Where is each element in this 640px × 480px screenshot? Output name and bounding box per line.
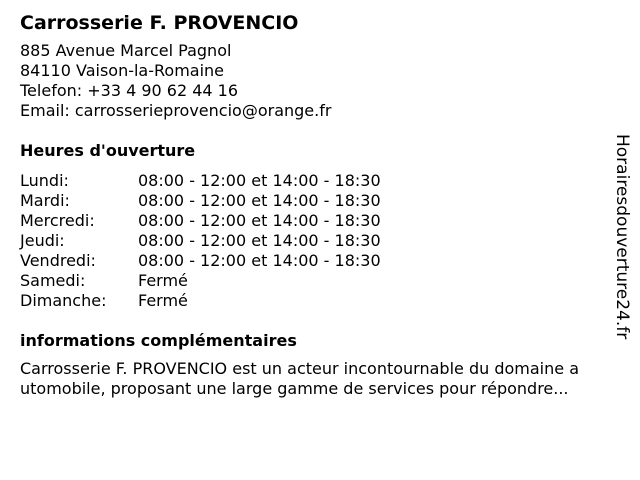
hours-day: Lundi: bbox=[20, 171, 69, 190]
hours-day: Dimanche: bbox=[20, 291, 107, 310]
info-title: informations complémentaires bbox=[20, 331, 297, 350]
business-card bbox=[20, 9, 632, 399]
site-watermark: Horairesdouverture24.fr bbox=[612, 134, 632, 340]
hours-value: 08:00 - 12:00 et 14:00 - 18:30 bbox=[138, 251, 381, 270]
phone-text: Telefon: +33 4 90 62 44 16 bbox=[20, 81, 239, 100]
info-line: Carrosserie F. PROVENCIO est un acteur incontournable du domaine a bbox=[20, 359, 579, 378]
address-city: 84110 Vaison-la-Romaine bbox=[20, 61, 225, 80]
hours-value: Fermé bbox=[138, 291, 188, 310]
hours-list bbox=[20, 171, 632, 311]
hours-row-wednesday bbox=[20, 211, 632, 231]
address-street: 885 Avenue Marcel Pagnol bbox=[20, 41, 232, 60]
hours-value: 08:00 - 12:00 et 14:00 - 18:30 bbox=[138, 211, 381, 230]
hours-row-saturday bbox=[20, 271, 632, 291]
hours-row-monday bbox=[20, 171, 632, 191]
hours-row-friday bbox=[20, 251, 632, 271]
info-description bbox=[20, 359, 632, 399]
hours-row-tuesday bbox=[20, 191, 632, 211]
hours-value: 08:00 - 12:00 et 14:00 - 18:30 bbox=[138, 231, 381, 250]
hours-value: 08:00 - 12:00 et 14:00 - 18:30 bbox=[138, 171, 381, 190]
hours-day: Mardi: bbox=[20, 191, 70, 210]
contact-block bbox=[20, 41, 632, 121]
hours-value: Fermé bbox=[138, 271, 188, 290]
hours-day: Jeudi: bbox=[20, 231, 65, 250]
info-line: utomobile, proposant une large gamme de services pour répondre... bbox=[20, 379, 569, 398]
hours-day: Mercredi: bbox=[20, 211, 95, 230]
business-name: Carrosserie F. PROVENCIO bbox=[20, 12, 299, 34]
email-text: Email: carrosserieprovencio@orange.fr bbox=[20, 101, 332, 120]
hours-day: Vendredi: bbox=[20, 251, 96, 270]
hours-row-thursday bbox=[20, 231, 632, 251]
hours-row-sunday bbox=[20, 291, 632, 311]
hours-day: Samedi: bbox=[20, 271, 86, 290]
hours-title: Heures d'ouverture bbox=[20, 141, 196, 160]
hours-value: 08:00 - 12:00 et 14:00 - 18:30 bbox=[138, 191, 381, 210]
